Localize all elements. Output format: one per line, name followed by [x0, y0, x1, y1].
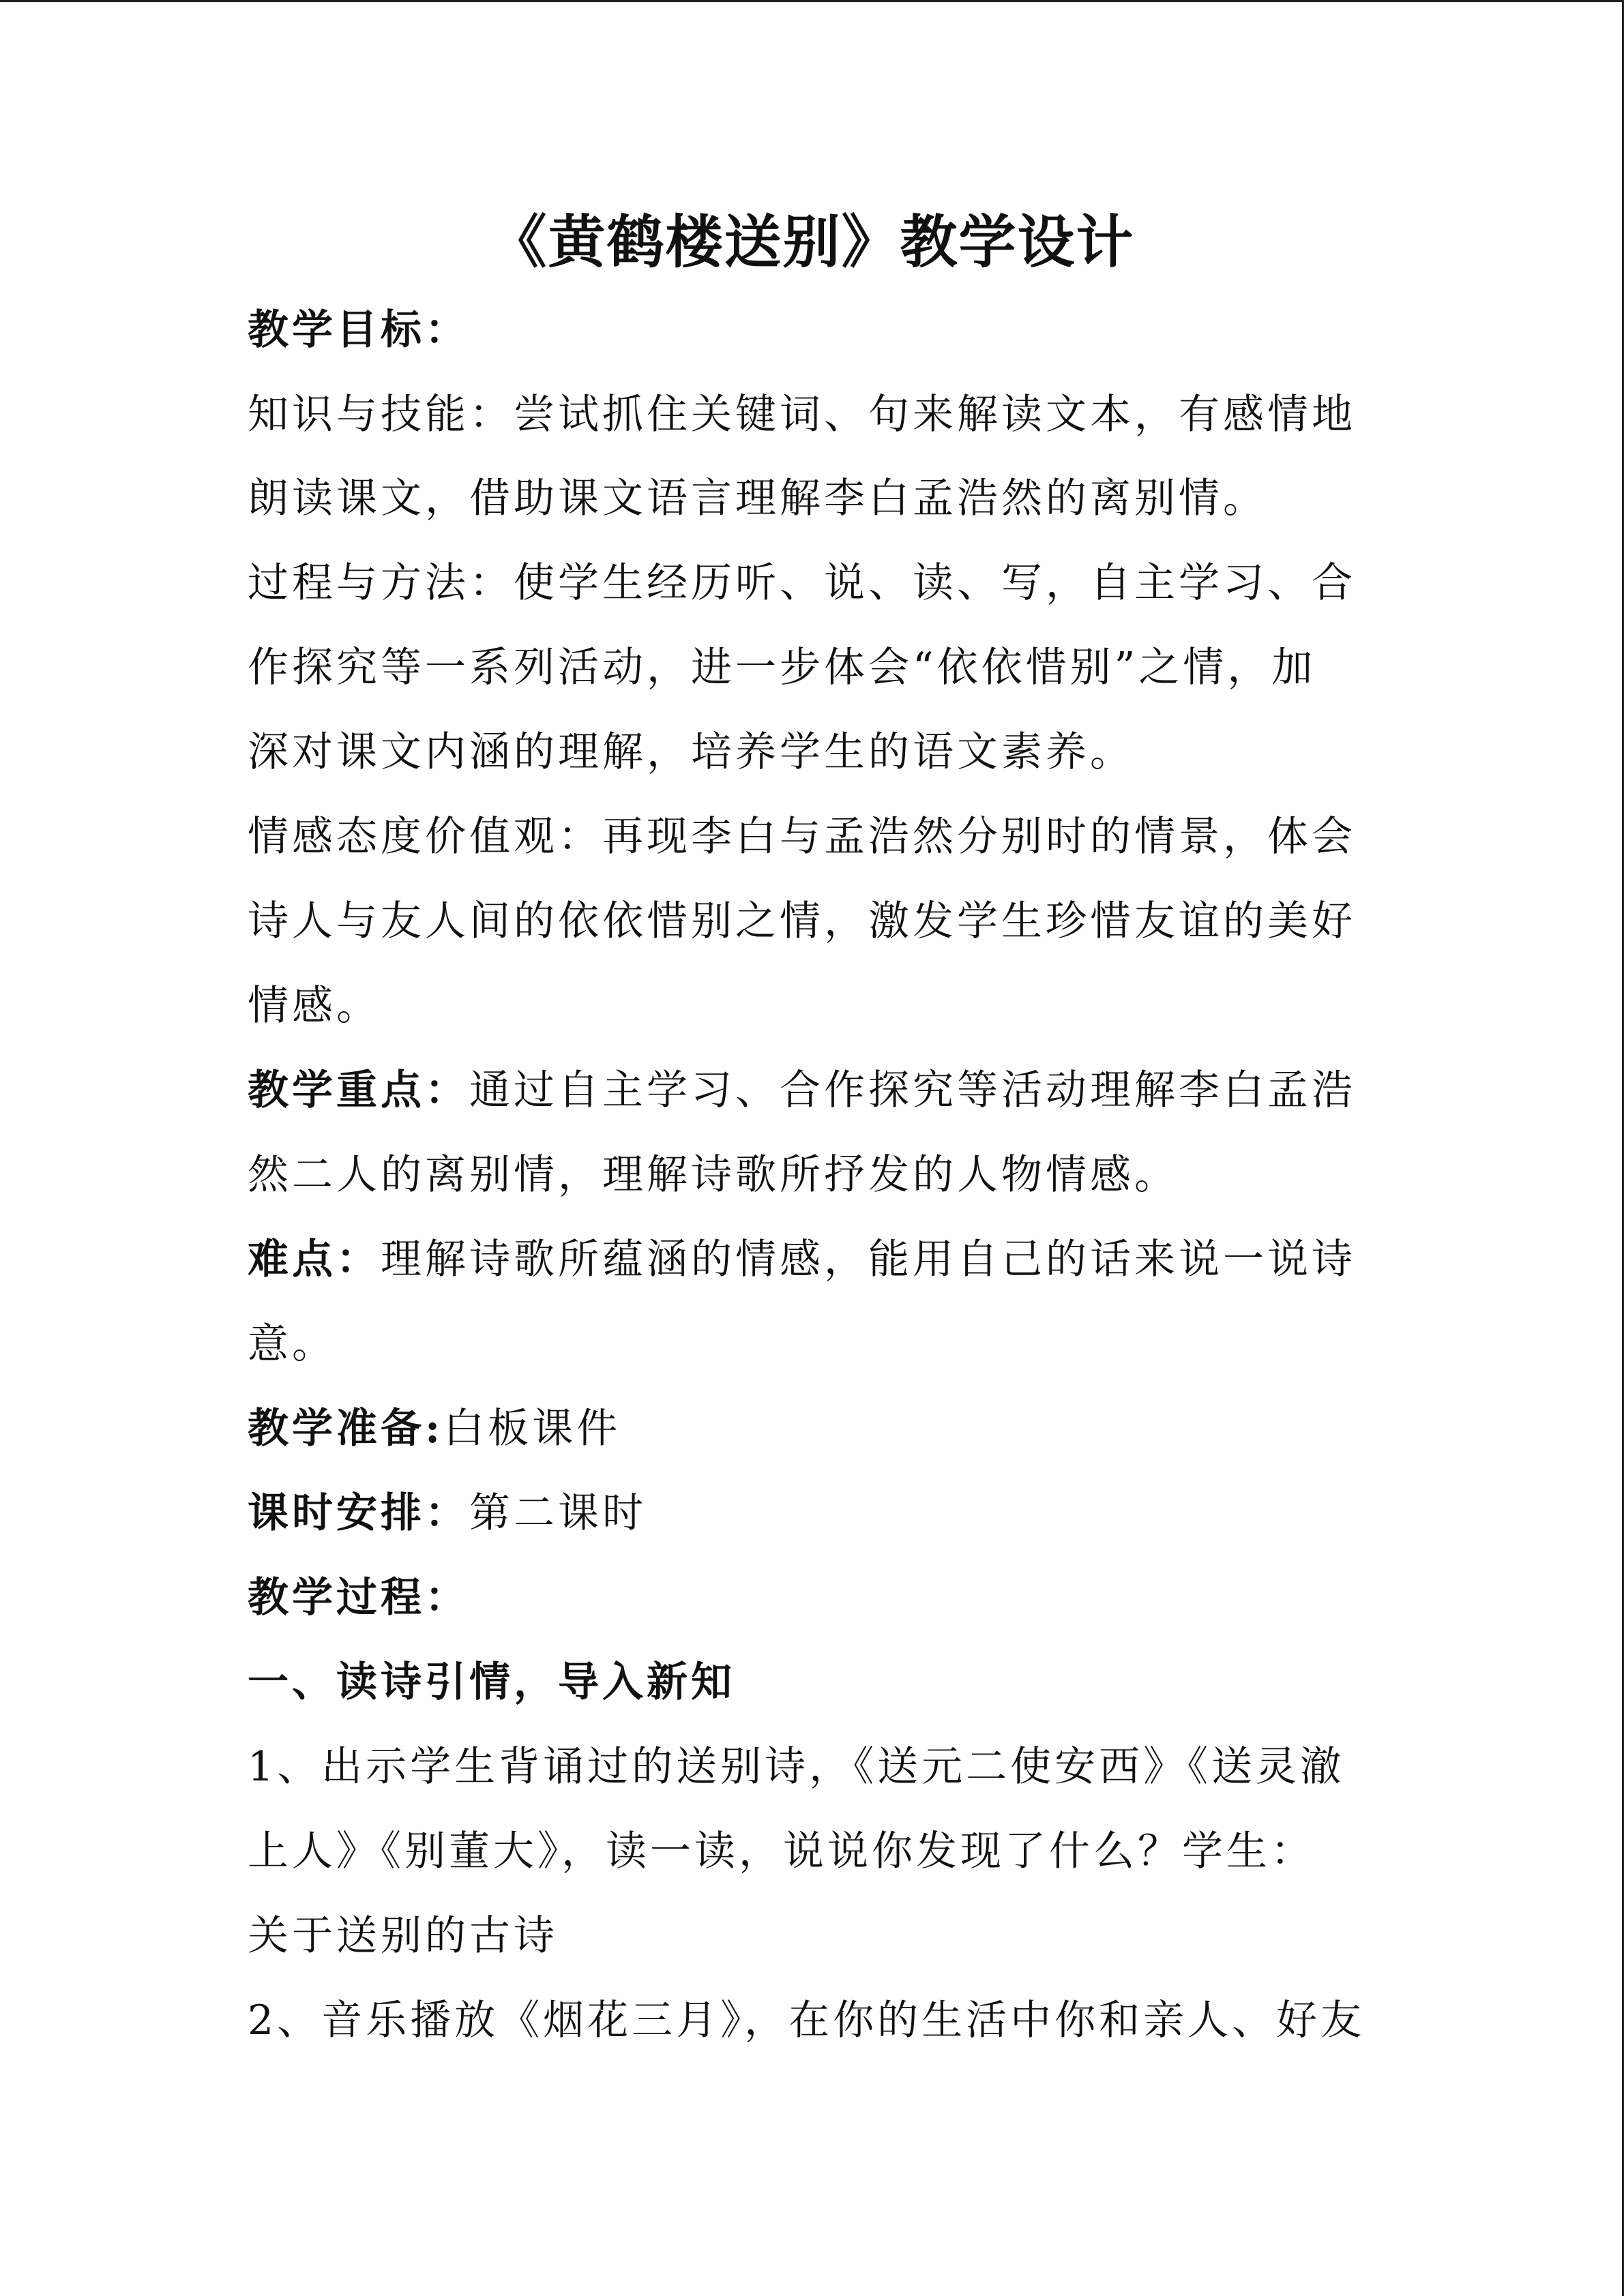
- paragraph-line: 意。: [248, 1320, 336, 1368]
- preparation-line: [248, 1401, 621, 1456]
- paragraph-line: 情感态度价值观：再现李白与孟浩然分别时的情景，体会: [248, 813, 1356, 861]
- paragraph-line: 朗读课文，借助课文语言理解李白孟浩然的离别情。: [248, 475, 1267, 522]
- key-points-line: [248, 1063, 1356, 1118]
- schedule-text: 第二课时: [469, 1489, 647, 1537]
- paragraph-line: 过程与方法：使学生经历听、说、读、写，自主学习、合: [248, 559, 1356, 607]
- paragraph-line: 2、音乐播放《烟花三月》，在你的生活中你和亲人、好友: [248, 1997, 1365, 2044]
- document-title: 《黄鹤楼送别》教学设计: [489, 208, 1135, 275]
- preparation-text: 白板课件: [443, 1405, 621, 1452]
- paragraph-line: 上人》《别董大》，读一读，说说你发现了什么？学生：: [248, 1828, 1315, 1875]
- heading-schedule: 课时安排：: [248, 1489, 469, 1537]
- paragraph-line: 深对课文内涵的理解，培养学生的语文素养。: [248, 728, 1134, 776]
- section-heading-1: 一、读诗引情，导入新知: [248, 1658, 735, 1706]
- difficulty-line: [248, 1232, 1356, 1287]
- key-points-text: 通过自主学习、合作探究等活动理解李白孟浩: [469, 1067, 1356, 1114]
- paragraph-line: 知识与技能：尝试抓住关键词、句来解读文本，有感情地: [248, 391, 1356, 438]
- paragraph-line: 1、出示学生背诵过的送别诗，《送元二使安西》《送灵澈: [248, 1743, 1345, 1791]
- heading-preparation: 教学准备:: [248, 1405, 444, 1452]
- difficulty-text: 理解诗歌所蕴涵的情感，能用自己的话来说一说诗: [381, 1236, 1356, 1283]
- heading-difficulty: 难点：: [248, 1236, 381, 1283]
- paragraph-line: 情感。: [248, 982, 381, 1030]
- heading-process: 教学过程：: [248, 1574, 469, 1622]
- paragraph-line: 诗人与友人间的依依惜别之情，激发学生珍惜友谊的美好: [248, 897, 1356, 945]
- paragraph-line: 作探究等一系列活动，进一步体会“依依惜别”之情，加: [248, 644, 1316, 691]
- schedule-line: [248, 1486, 647, 1540]
- heading-objectives: 教学目标：: [248, 306, 469, 354]
- paragraph-line: 然二人的离别情，理解诗歌所抒发的人物情感。: [248, 1151, 1179, 1199]
- heading-key-points: 教学重点：: [248, 1067, 469, 1114]
- paragraph-line: 关于送别的古诗: [248, 1912, 558, 1960]
